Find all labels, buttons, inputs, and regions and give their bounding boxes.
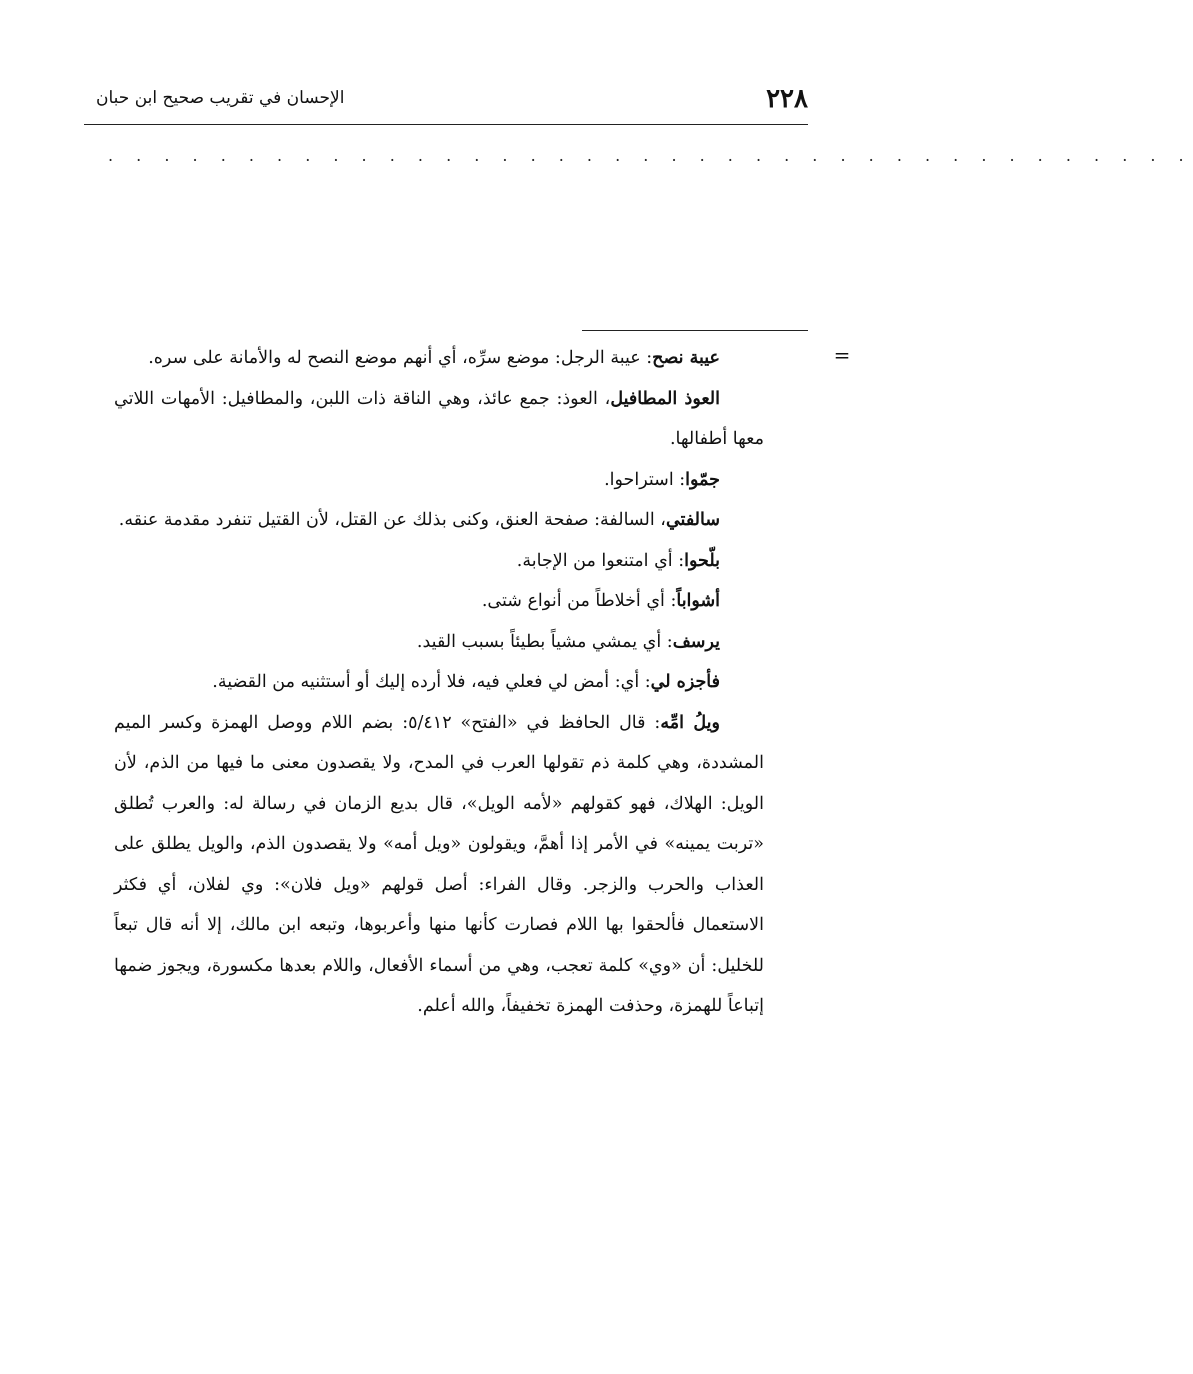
footnote-headword: ويلُ امِّه (660, 712, 720, 733)
footnote-text: : استراحوا. (604, 469, 686, 490)
footnote-headword: جمّوا (685, 469, 720, 490)
footnote-headword: فأجزه لي (650, 672, 720, 692)
footnote-item (114, 581, 764, 622)
footnote-item (114, 541, 764, 582)
footnote-item (114, 500, 764, 541)
footnote-item (114, 338, 764, 379)
footnote-item (114, 703, 764, 1027)
footnote-headword: سالفتي (665, 510, 720, 530)
footnote-text: : أي يمشي مشياً بطيئاً بسبب القيد. (416, 631, 673, 652)
page-number: ٢٢٨ (766, 84, 808, 114)
footnote-text: : عيبة الرجل: موضع سرِّه، أي أنهم موضع النصح له والأمانة على سره. (148, 348, 653, 368)
footnote-continuation-mark: = (833, 343, 851, 367)
omission-dots: . . . . . . . . . . . . . . . . . . . . . . . . . . . . . . . . . . . . . . . (108, 146, 1193, 165)
footnote-divider (582, 330, 808, 331)
running-title: الإحسان في تقريب صحيح ابن حبان (96, 88, 345, 108)
footnote-headword: يرسف (672, 631, 720, 652)
header-divider (84, 124, 808, 125)
footnote-item (114, 622, 764, 663)
footnote-text: : أي أخلاطاً من أنواع شتى. (481, 591, 677, 611)
footnote-text: : أي: أمض لي فعلي فيه، فلا أرده إليك أو أستثنيه من القضية. (212, 672, 651, 692)
footnote-text: : قال الحافظ في «الفتح» ٥/٤١٢: بضم اللام ووصل الهمزة وكسر الميم المشددة، وهي كلمة ذم تقولها العرب في المدح، ولا يقصدون معنى ما فيها من الذم، لأن الويل: الهلاك، فهو كقولهم «لأمه الويل»، قال بديع الزمان في رسالة له: والعرب تُطلق «تربت يمينه» في الأمر إذا أهمَّ، ويقولون «ويل أمه» ولا يقصدون الذم، والويل يطلق على العذاب والحرب والزجر. وقال الفراء: أصل قولهم «ويل فلان»: وي لفلان، أي فكثر الاستعمال فألحقوا بها اللام فصارت كأنها منها وأعربوها، وتبعه ابن مالك، إلا أنه قال تبعاً للخليل: أن «وي» كلمة تعجب، وهي من أسماء الأفعال، واللام بعدها مكسورة، ويجوز ضمها إتباعاً للهمزة، وحذفت الهمزة تخفيفاً، والله أعلم. (114, 712, 764, 1016)
footnote-headword: أشواباً (676, 591, 720, 611)
footnote-text: : أي امتنعوا من الإجابة. (516, 550, 685, 571)
footnote-text: ، السالفة: صفحة العنق، وكنى بذلك عن القتل، لأن القتيل تنفرد مقدمة عنقه. (118, 510, 666, 530)
footnote-text: ، العوذ: جمع عائذ، وهي الناقة ذات اللبن، والمطافيل: الأمهات اللاتي معها أطفالها. (114, 388, 764, 449)
footnote-headword: بلّحوا (684, 550, 720, 571)
footnote-headword: العوذ المطافيل (610, 388, 721, 409)
footnote-item (114, 662, 764, 703)
footnote-headword: عيبة نصح (652, 348, 720, 368)
footnote-item (114, 379, 764, 460)
footnotes-block (114, 338, 764, 1027)
footnote-item (114, 460, 764, 501)
